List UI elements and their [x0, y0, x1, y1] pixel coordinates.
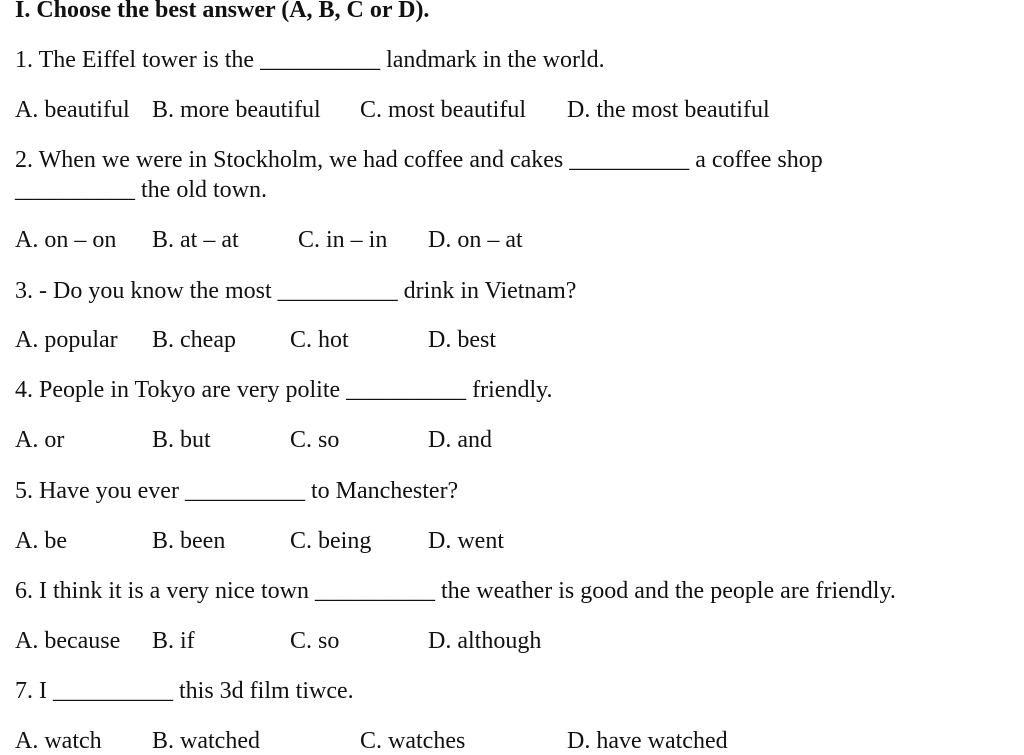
question-text-after: friendly. — [472, 377, 553, 403]
option-c: C. being — [290, 528, 372, 554]
option-d: D. have watched — [567, 728, 728, 754]
option-d: D. although — [428, 628, 542, 654]
option-c: C. hot — [290, 327, 349, 353]
question-text-before: The Eiffel tower is the — [38, 47, 255, 73]
option-b: B. more beautiful — [152, 97, 321, 123]
question-text-before: When we were in Stockholm, we had coffee and cakes — [38, 147, 564, 173]
question-5 — [15, 477, 458, 505]
answer-blank: __________ — [15, 177, 135, 203]
worksheet-heading: I. Choose the best answer (A, B, C or D). — [15, 0, 430, 23]
question-number: 1. — [15, 47, 33, 73]
question-2-continuation — [15, 176, 267, 204]
question-number: 3. — [15, 278, 33, 304]
option-b: B. if — [152, 628, 195, 654]
option-a: A. because — [15, 628, 121, 654]
question-text-after: the weather is good and the people are friendly. — [440, 578, 896, 604]
option-c: C. most beautiful — [360, 97, 526, 123]
option-b: B. but — [152, 427, 211, 453]
option-d: D. the most beautiful — [567, 97, 770, 123]
answer-blank: __________ — [346, 377, 467, 403]
question-number: 5. — [15, 478, 33, 504]
question-3 — [15, 277, 576, 305]
question-text-after: the old town. — [141, 177, 267, 203]
option-a: A. be — [15, 528, 67, 554]
option-d: D. went — [428, 528, 504, 554]
option-b: B. been — [152, 528, 226, 554]
option-a: A. on – on — [15, 227, 117, 253]
option-d: D. best — [428, 327, 496, 353]
answer-blank: __________ — [569, 147, 690, 173]
option-a: A. watch — [15, 728, 102, 754]
option-c: C. in – in — [298, 227, 388, 253]
answer-blank: __________ — [260, 47, 381, 73]
question-text-after: this 3d film tiwce. — [179, 678, 354, 704]
question-number: 6. — [15, 578, 33, 604]
option-d: D. and — [428, 427, 492, 453]
question-text-before: I think it is a very nice town — [39, 578, 309, 604]
question-2 — [15, 146, 823, 174]
question-text-after: landmark in the world. — [386, 47, 605, 73]
option-b: B. cheap — [152, 327, 236, 353]
question-1 — [15, 46, 605, 74]
option-c: C. so — [290, 427, 340, 453]
question-text-before: Have you ever — [39, 478, 179, 504]
question-text-before: I — [39, 678, 47, 704]
option-d: D. on – at — [428, 227, 523, 253]
option-a: A. or — [15, 427, 65, 453]
question-text-after: to Manchester? — [310, 478, 459, 504]
question-text-after: drink in Vietnam? — [403, 278, 577, 304]
question-text-middle: a coffee shop — [695, 147, 823, 173]
question-6 — [15, 577, 896, 605]
question-7 — [15, 677, 354, 705]
option-a: A. popular — [15, 327, 118, 353]
question-text-before: People in Tokyo are very polite — [39, 377, 341, 403]
option-a: A. beautiful — [15, 97, 130, 123]
question-number: 7. — [15, 678, 33, 704]
answer-blank: __________ — [53, 678, 173, 704]
answer-blank: __________ — [277, 278, 398, 304]
question-number: 4. — [15, 377, 33, 403]
question-number: 2. — [15, 147, 33, 173]
option-c: C. so — [290, 628, 340, 654]
question-text-before: - Do you know the most — [39, 278, 272, 304]
option-b: B. at – at — [152, 227, 239, 253]
answer-blank: __________ — [314, 578, 435, 604]
option-b: B. watched — [152, 728, 260, 754]
question-4 — [15, 376, 553, 404]
option-c: C. watches — [360, 728, 466, 754]
answer-blank: __________ — [184, 478, 305, 504]
